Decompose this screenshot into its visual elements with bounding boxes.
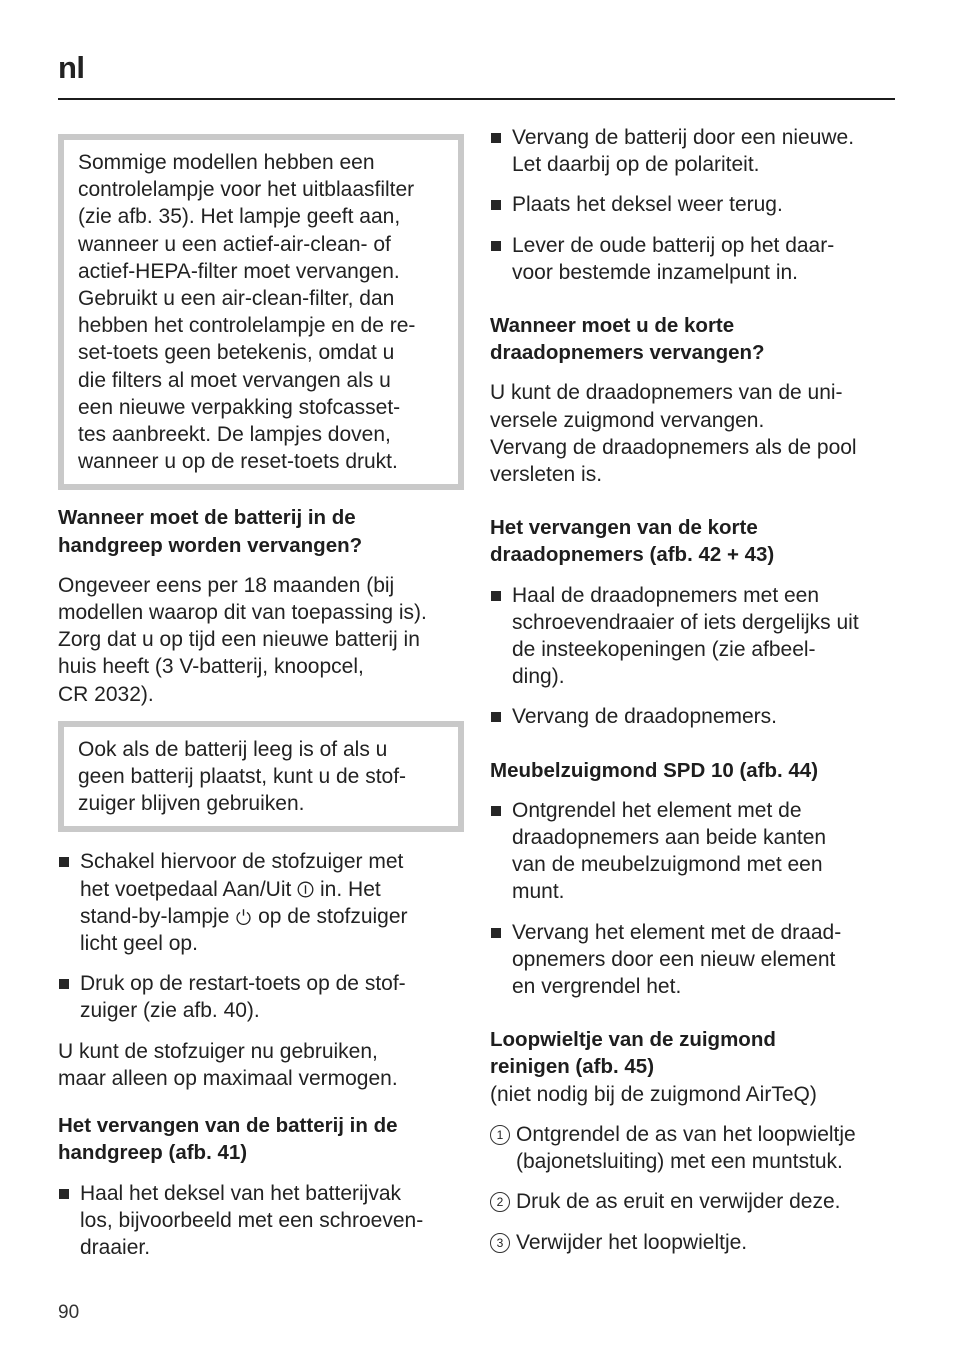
info-note-filter-lamp	[58, 134, 464, 490]
bullet-square-icon	[491, 591, 501, 601]
bullet-item: Vervang de draadopnemers.	[490, 703, 896, 730]
language-label: nl	[58, 50, 85, 85]
section-heading-wheel-cleaning: Loopwieltje van de zuigmond reinigen (afb. 45)	[490, 1028, 776, 1079]
standby-icon	[235, 908, 252, 925]
section-wheel-cleaning	[490, 1026, 896, 1108]
step-number-badge: 3	[490, 1233, 510, 1253]
numbered-step: 2 Druk de as eruit en verwijder deze.	[490, 1188, 896, 1215]
header-rule	[58, 98, 895, 100]
section-heading-battery-replace: Het vervangen van de batterij in de handgreep (afb. 41)	[58, 1114, 398, 1165]
bullet-item: Haal de draadopnemers met een schroevendraaier of iets dergelijks uit de insteekopeningen (zie afbeel- ding).	[490, 582, 896, 691]
section-heading-thread-lifters-replace: Het vervangen van de korte draadopnemers (afb. 42 + 43)	[490, 516, 775, 567]
bullet-item: Ontgrendel het element met de draadopnemers aan beide kanten van de meubelzuigmond met een munt.	[490, 797, 896, 906]
info-note-empty-battery: Ook als de batterij leeg is of als u geen batterij plaatst, kunt u de stof- zuiger blijven gebruiken.	[58, 721, 464, 833]
bullet-square-icon	[491, 712, 501, 722]
bullet-item: Druk op de restart-toets op de stof- zuiger (zie afb. 40).	[58, 970, 464, 1024]
right-column	[490, 124, 896, 1269]
bullet-square-icon	[59, 857, 69, 867]
left-column	[58, 124, 464, 1274]
paragraph-usage: U kunt de stofzuiger nu gebruiken, maar alleen op maximaal vermogen.	[58, 1039, 398, 1090]
note-line: tes aanbreekt. De lampjes doven,	[78, 423, 391, 447]
bullet-item: Haal het deksel van het batterijvak los, bijvoorbeeld met een schroeven- draaier.	[58, 1180, 464, 1262]
bullet-square-icon	[491, 806, 501, 816]
step-number-badge: 1	[490, 1125, 510, 1145]
numbered-step: 1 Ontgrendel de as van het loopwieltje (bajonetsluiting) met een muntstuk.	[490, 1121, 896, 1175]
note-line: hebben het controlelampje en de re-	[78, 314, 416, 338]
section-heading-battery-when: Wanneer moet de batterij in de handgreep worden vervangen?	[58, 506, 363, 557]
heading-subnote: (niet nodig bij de zuigmond AirTeQ)	[490, 1082, 817, 1106]
note-line: set-toets geen betekenis, omdat u	[78, 341, 395, 365]
note-line: controlelampje voor het uitblaasfilter	[78, 178, 415, 202]
section-heading-thread-lifters-when: Wanneer moet u de korte draadopnemers vervangen?	[490, 314, 765, 365]
step-number-badge: 2	[490, 1192, 510, 1212]
note-line: Gebruikt u een air-clean-filter, dan	[78, 287, 395, 311]
bullet-square-icon	[59, 1189, 69, 1199]
bullet-item: Vervang de batterij door een nieuwe. Let daarbij op de polariteit.	[490, 124, 896, 178]
numbered-step: 3 Verwijder het loopwieltje.	[490, 1229, 896, 1256]
note-line: Sommige modellen hebben een	[78, 151, 375, 174]
bullet-item: Lever de oude batterij op het daar- voor bestemde inzamelpunt in.	[490, 232, 896, 286]
bullet-item: Vervang het element met de draad- opnemers door een nieuw element en vergrendel het.	[490, 919, 896, 1001]
bullet-square-icon	[491, 133, 501, 143]
page-number: 90	[58, 1302, 80, 1323]
bullet-square-icon	[491, 200, 501, 210]
bullet-item: Schakel hiervoor de stofzuiger met het voetpedaal Aan/Uit in. Het stand-by-lampje op de stofzuiger licht geel op.	[58, 848, 464, 957]
section-heading-furniture-tool: Meubelzuigmond SPD 10 (afb. 44)	[490, 758, 819, 782]
note-line: wanneer u een actief-air-clean- of	[78, 232, 391, 256]
paragraph-thread-lifters: U kunt de draadopnemers van de uni- versele zuigmond vervangen. Vervang de draadopnemers als de pool versleten is.	[490, 381, 857, 487]
note-line: actief-HEPA-filter moet vervangen.	[78, 259, 400, 283]
note-line: wanneer u op de reset-toets drukt.	[78, 450, 398, 474]
note-line: die filters al moet vervangen als u	[78, 368, 391, 392]
note-line: een nieuwe verpakking stofcasset-	[78, 395, 401, 419]
paragraph-battery-interval: Ongeveer eens per 18 maanden (bij modellen waarop dit van toepassing is). Zorg dat u op tijd een nieuwe batterij in huis heeft (3 V-batterij, knoopcel, CR 2032).	[58, 573, 427, 706]
bullet-square-icon	[491, 241, 501, 251]
bullet-square-icon	[59, 979, 69, 989]
bullet-square-icon	[491, 928, 501, 938]
bullet-item: Plaats het deksel weer terug.	[490, 191, 896, 218]
note-line: (zie afb. 35). Het lampje geeft aan,	[78, 205, 401, 229]
power-switch-icon	[297, 881, 314, 898]
